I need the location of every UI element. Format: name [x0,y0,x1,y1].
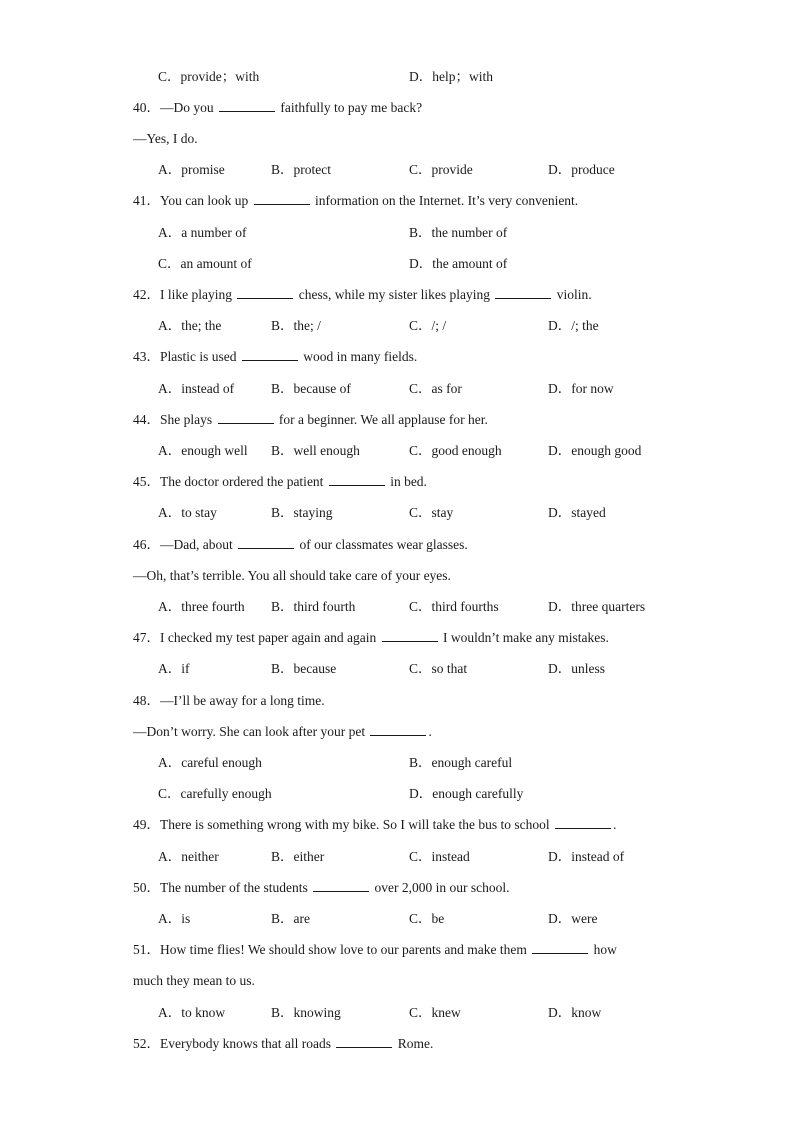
question-text: . [612,817,617,832]
q49-question [133,816,616,834]
q45-opts [158,504,718,522]
answer-option[interactable]: D．instead of [548,849,625,864]
q43-opts [158,380,718,398]
question-text: 46．—Dad, about [133,537,237,552]
answer-option[interactable]: B．the number of [409,225,508,240]
q43-question [133,348,417,366]
answer-blank[interactable] [242,348,298,361]
answer-option[interactable]: B．protect [271,162,331,177]
answer-option[interactable]: C．stay [409,505,454,520]
answer-blank[interactable] [495,286,551,299]
answer-option[interactable]: C．provide [409,162,473,177]
answer-option[interactable]: A．promise [158,162,225,177]
answer-blank[interactable] [254,192,310,205]
answer-option[interactable]: A．is [158,911,191,926]
answer-option[interactable]: B．are [271,911,310,926]
answer-option[interactable]: A．careful enough [158,755,262,770]
answer-option[interactable]: A．if [158,661,190,676]
answer-option[interactable]: C．/; / [409,318,447,333]
question-text: 45．The doctor ordered the patient [133,474,327,489]
question-text: information on the Internet. It’s very convenient. [311,193,579,208]
question-text: . [428,724,432,739]
answer-blank[interactable] [238,536,294,549]
q50-question [133,879,509,897]
answer-option[interactable]: A．enough well [158,443,248,458]
answer-option[interactable]: D．stayed [548,505,606,520]
answer-option[interactable]: A．neither [158,849,219,864]
q51-question [133,941,617,959]
answer-option[interactable]: B．third fourth [271,599,356,614]
q52-question [133,1035,433,1053]
answer-option[interactable]: C．good enough [409,443,502,458]
question-text: wood in many fields. [299,349,418,364]
question-text: over 2,000 in our school. [371,880,510,895]
q47-opts [158,660,718,678]
q50-opts [158,910,718,928]
answer-blank[interactable] [382,629,438,642]
answer-option[interactable]: D．produce [548,162,615,177]
q49-opts [158,848,718,866]
answer-option[interactable]: C．third fourths [409,599,499,614]
q47-question [133,629,609,647]
q46-opts [158,598,718,616]
q51-opts [158,1004,718,1022]
answer-option[interactable]: A．to stay [158,505,217,520]
q41-opts-cd [158,255,718,273]
answer-blank[interactable] [532,941,588,954]
answer-option[interactable]: B．either [271,849,325,864]
q48-text: 48．—I’ll be away for a long time. [133,693,325,708]
answer-option[interactable]: A．three fourth [158,599,245,614]
answer-blank[interactable] [370,723,426,736]
answer-option[interactable]: A．the; the [158,318,222,333]
answer-option[interactable]: A．to know [158,1005,226,1020]
question-text: 47．I checked my test paper again and again [133,630,380,645]
answer-option[interactable]: D．three quarters [548,599,646,614]
q42-opts [158,317,718,335]
question-text: I wouldn’t make any mistakes. [439,630,609,645]
question-text: for a beginner. We all applause for her. [275,412,488,427]
q40-opts [158,161,718,179]
answer-option[interactable]: D．the amount of [409,256,508,271]
q51-cont-text: much they mean to us. [133,973,255,988]
answer-option[interactable]: B．enough careful [409,755,513,770]
question-text: chess, while my sister likes playing [295,287,494,302]
q42-question [133,286,592,304]
answer-option[interactable]: D．for now [548,381,614,396]
q48-opts-cd [158,785,718,803]
question-text: 42．I like playing [133,287,236,302]
answer-blank[interactable] [237,286,293,299]
question-text: 41．You can look up [133,193,252,208]
question-text: Rome. [394,1036,434,1051]
question-text: in bed. [386,474,427,489]
q44-opts [158,442,718,460]
question-text: 49．There is something wrong with my bike. So I will take the bus to school [133,817,553,832]
answer-option[interactable]: D．enough carefully [409,786,524,801]
answer-option[interactable]: D．enough good [548,443,642,458]
answer-option[interactable]: B．the; / [271,318,321,333]
answer-option[interactable]: C．instead [409,849,470,864]
answer-option[interactable]: A．a number of [158,225,247,240]
answer-option[interactable]: A．instead of [158,381,235,396]
answer-option[interactable]: D．unless [548,661,605,676]
answer-option[interactable]: C．be [409,911,445,926]
q46-reply-text: —Oh, that’s terrible. You all should take care of your eyes. [133,568,451,583]
question-text: of our classmates wear glasses. [296,537,468,552]
answer-blank[interactable] [218,411,274,424]
q45-question [133,473,427,491]
question-text: faithfully to pay me back? [277,100,423,115]
q40-question [133,99,422,117]
answer-blank[interactable] [336,1035,392,1048]
answer-option[interactable]: B．because of [271,381,351,396]
question-text: 43．Plastic is used [133,349,240,364]
question-text: 51．How time flies! We should show love to our parents and make them [133,942,531,957]
answer-option[interactable]: C．as for [409,381,462,396]
question-text: —Don’t worry. She can look after your pet [133,724,369,739]
answer-option[interactable]: C．so that [409,661,468,676]
answer-option[interactable]: B．because [271,661,337,676]
q41-opts-ab [158,224,718,242]
q48-reply-question [133,723,432,741]
question-text: 50．The number of the students [133,880,312,895]
q44-question [133,411,488,429]
question-text: 52．Everybody knows that all roads [133,1036,335,1051]
answer-option[interactable]: B．staying [271,505,333,520]
answer-option[interactable]: C．carefully enough [158,786,272,801]
answer-option[interactable]: D．/; the [548,318,599,333]
answer-option[interactable]: C．provide；with [158,69,260,84]
answer-blank[interactable] [555,816,611,829]
answer-option[interactable]: D．were [548,911,598,926]
question-text: how [590,942,617,957]
q39-opts-cd [158,68,718,86]
answer-blank[interactable] [313,879,369,892]
question-text: violin. [553,287,592,302]
answer-option[interactable]: B．well enough [271,443,360,458]
q40-reply-text: —Yes, I do. [133,131,198,146]
answer-blank[interactable] [329,473,385,486]
question-text: 44．She plays [133,412,216,427]
q46-question [133,536,468,554]
answer-blank[interactable] [219,99,275,112]
q48-opts-ab [158,754,718,772]
answer-option[interactable]: B．knowing [271,1005,341,1020]
answer-option[interactable]: D．know [548,1005,602,1020]
q41-question [133,192,578,210]
answer-option[interactable]: D．help；with [409,69,493,84]
question-text: 40．—Do you [133,100,217,115]
answer-option[interactable]: C．knew [409,1005,461,1020]
answer-option[interactable]: C．an amount of [158,256,252,271]
